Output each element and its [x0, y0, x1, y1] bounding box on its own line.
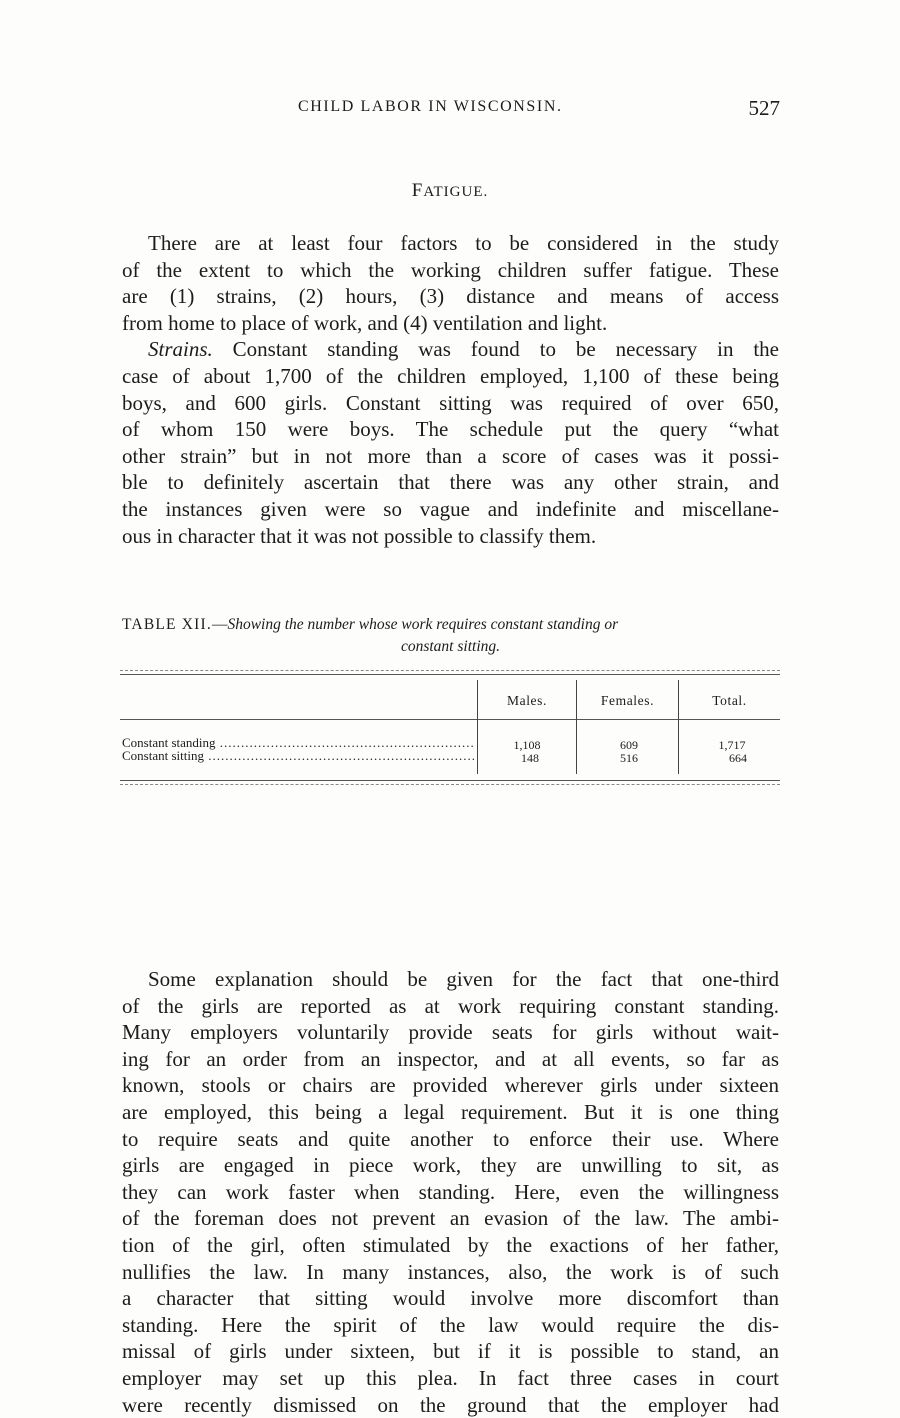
section-heading-rest: ATIGUE. — [423, 184, 488, 200]
text-line: of the foreman does not prevent an evasion of the law. The ambi- — [122, 1205, 779, 1232]
table-bottom-rule-2 — [120, 784, 780, 785]
text-line: of the girls are reported as at work requiring constant standing. — [122, 993, 779, 1020]
paragraph-explanation — [122, 966, 779, 1418]
table-bottom-rule — [120, 780, 780, 781]
table-caption-label: TABLE XII. — [122, 616, 212, 633]
text-line: ing for an order from an inspector, and at all events, so far as — [122, 1046, 779, 1073]
cell-standing-males: 1,108 — [497, 738, 557, 753]
text-line: they can work faster when standing. Here, even the willingness — [122, 1179, 779, 1206]
text-line: employer may set up this plea. In fact three cases in court — [122, 1365, 779, 1392]
text-line: ous in character that it was not possible to classify them. — [122, 523, 779, 550]
text-line: a character that sitting would involve more discomfort than — [122, 1285, 779, 1312]
table-top-rule-2 — [120, 674, 780, 675]
text-line: other strain” but in not more than a score of cases was it possi- — [122, 443, 779, 470]
text-line: are (1) strains, (2) hours, (3) distance and means of access — [122, 283, 779, 310]
text-line: ble to definitely ascertain that there was any other strain, and — [122, 469, 779, 496]
cell-standing-females: 609 — [599, 738, 659, 753]
text-line: standing. Here the spirit of the law would require the dis- — [122, 1312, 779, 1339]
text-line: girls are engaged in piece work, they are unwilling to sit, as — [122, 1152, 779, 1179]
text-line: are employed, this being a legal requirement. But it is one thing — [122, 1099, 779, 1126]
row-label-standing: Constant standing ..... — [122, 735, 474, 751]
table-header-rule — [120, 719, 780, 720]
text-line: nullifies the law. In many instances, also, the work is of such — [122, 1259, 779, 1286]
text-line: tion of the girl, often stimulated by the exactions of her father, — [122, 1232, 779, 1259]
table-top-rule — [120, 670, 780, 671]
text-line — [122, 336, 779, 363]
cell-sitting-males: 148 — [500, 751, 560, 766]
text-line: case of about 1,700 of the children employed, 1,100 of these being — [122, 363, 779, 390]
running-head — [122, 94, 782, 124]
column-header-males: Males. — [478, 693, 576, 709]
section-heading-initial: F — [412, 180, 424, 201]
text-line: known, stools or chairs are provided wherever girls under sixteen — [122, 1072, 779, 1099]
text-line: from home to place of work, and (4) ventilation and light. — [122, 310, 779, 337]
strains-lead: Strains. — [148, 337, 213, 361]
text-line: Some explanation should be given for the fact that one-third — [122, 966, 779, 993]
strains-line-rest: Constant standing was found to be necessary in the — [233, 337, 779, 361]
text-line: There are at least four factors to be considered in the study — [122, 230, 779, 257]
table-caption-line1: Showing the number whose work requires constant standing or — [227, 616, 618, 633]
text-line: Many employers voluntarily provide seats for girls without wait- — [122, 1019, 779, 1046]
data-table — [120, 668, 780, 794]
cell-standing-total: 1,717 — [702, 738, 762, 753]
page-number: 527 — [749, 96, 781, 121]
table-caption-dash: — — [212, 616, 228, 633]
text-line: boys, and 600 girls. Constant sitting was required of over 650, — [122, 390, 779, 417]
row-label-sitting: Constant sitting ..... — [122, 748, 474, 764]
column-header-females: Females. — [577, 693, 678, 709]
text-line: to require seats and quite another to enforce their use. Where — [122, 1126, 779, 1153]
cell-sitting-total: 664 — [708, 751, 768, 766]
text-line: of whom 150 were boys. The schedule put the query “what — [122, 416, 779, 443]
text-line: the instances given were so vague and indefinite and miscellane- — [122, 496, 779, 523]
text-line: were recently dismissed on the ground that the employer had — [122, 1392, 779, 1418]
text-line: missal of girls under sixteen, but if it is possible to stand, an — [122, 1338, 779, 1365]
text-line: of the extent to which the working children suffer fatigue. These — [122, 257, 779, 284]
section-heading — [0, 180, 900, 202]
table-caption — [122, 614, 779, 658]
running-title: CHILD LABOR IN WISCONSIN. — [298, 98, 563, 116]
cell-sitting-females: 516 — [599, 751, 659, 766]
column-header-total: Total. — [679, 693, 780, 709]
table-caption-line2: constant sitting. — [122, 636, 779, 658]
paragraph-factors — [122, 230, 779, 549]
